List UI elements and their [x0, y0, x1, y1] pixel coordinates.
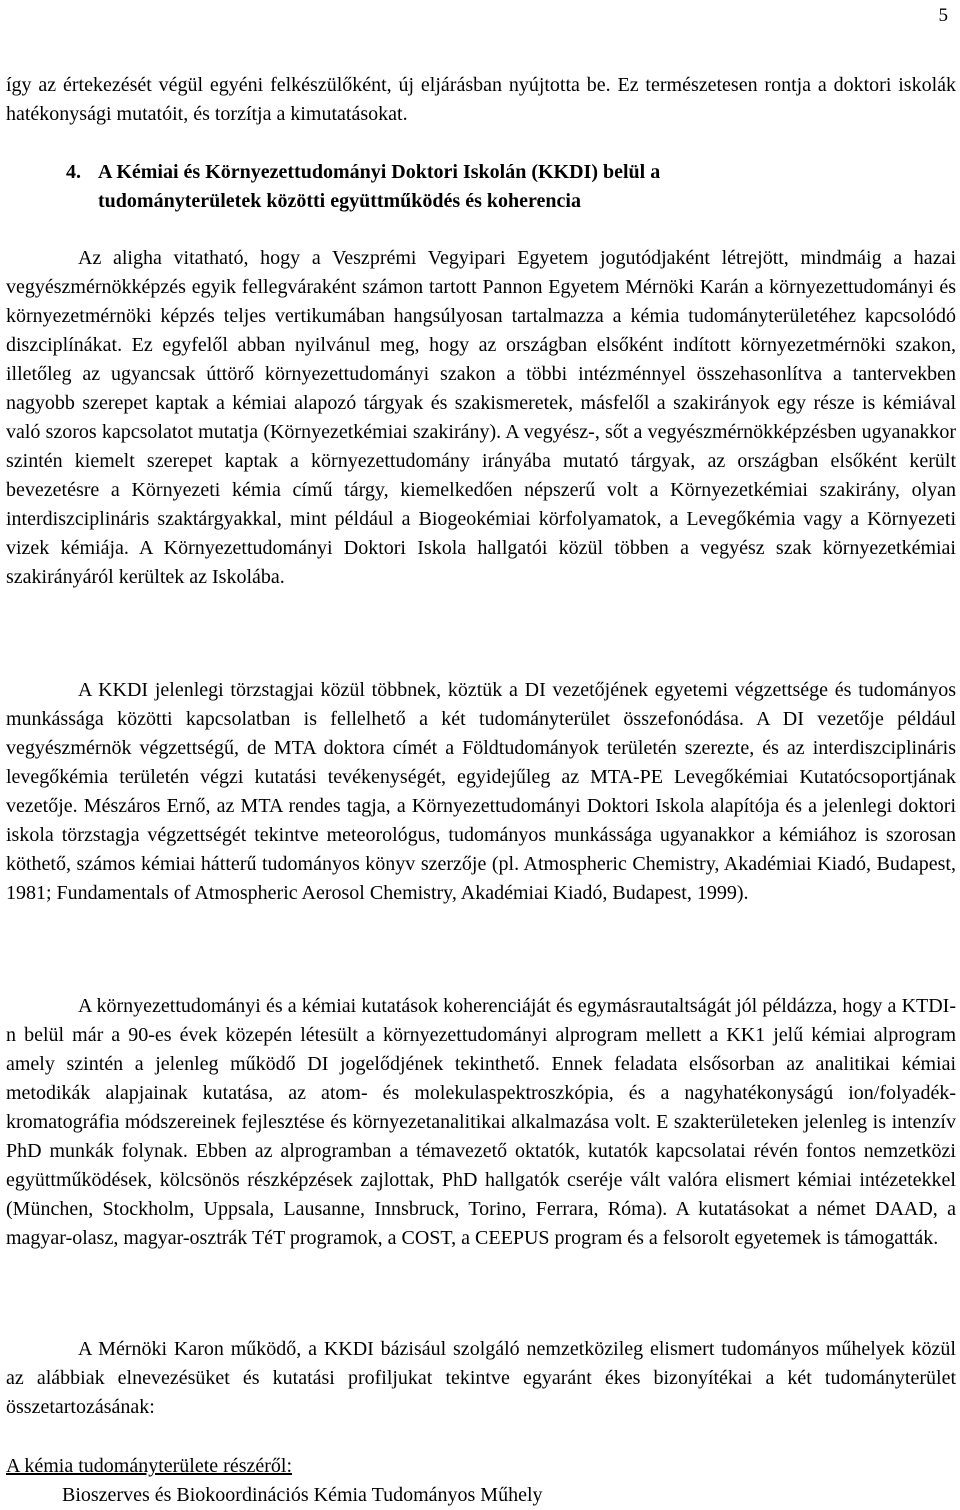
body-paragraph-4: A Mérnöki Karon működő, a KKDI bázisául szolgáló nemzetközileg elismert tudományos műhelyek közül az alábbiak elnevezésüket és kutatási profiljukat tekintve egyaránt ékes bizonyítékai a két tudományterület összetartozásának: — [6, 1338, 956, 1418]
body-paragraph-2: A KKDI jelenlegi törzstagjai közül többnek, köztük a DI vezetőjének egyetemi végzettsége és tudományos munkássága közötti kapcsolatban is fellelhető a két tudományterület összefonódása. A DI vezetője például vegyészmérnök végzettségű, de MTA doktora címét a Földtudományok területén szerezte, és az interdiszciplináris levegőkémia területén végzi kutatási tevékenységét, egyidejűleg az MTA-PE Levegőkémiai Kutatócsoportjának vezetője. Mészáros Ernő, az MTA rendes tagja, a Környezettudományi Doktori Iskola alapítója és a jelenlegi doktori iskola törzstagja végzettségét tekintve meteorológus, tudományos munkássága ugyanakkor a kémiához is szorosan köthető, számos kémiai hátterű tudományos könyv szerzője (pl. Atmospheric Chemistry, Akadémiai Kiadó, Budapest, 1981; Fundamentals of Atmospheric Aerosol Chemistry, Akadémiai Kiadó, Budapest, 1999). — [6, 679, 956, 904]
intro-paragraph: így az értekezését végül egyéni felkészülőként, új eljárásban nyújtotta be. Ez természetesen rontja a doktori iskolák hatékonysági mutatóit, és torzítja a kimutatásokat. — [6, 74, 956, 125]
section-title-line-2: tudományterületek közötti együttműködés és koherencia — [98, 190, 581, 212]
section-number: 4. — [66, 161, 81, 183]
workshop-name: Bioszerves és Biokoordinációs Kémia Tudományos Műhely — [62, 1484, 543, 1506]
section-heading — [66, 158, 916, 216]
sub-heading: A kémia tudományterülete részéről: — [6, 1455, 293, 1477]
body-paragraph-1: Az aligha vitatható, hogy a Veszprémi Vegyipari Egyetem jogutódjaként létrejött, mindmáig a hazai vegyészmérnökképzés egyik fellegváraként számon tartott Pannon Egyetem Mérnöki Karán a környezettudományi és környezetmérnöki képzés teljes vertikumában hangsúlyosan tartalmazza a kémia tudományterületéhez kapcsolódó diszciplínákat. Ez egyfelől abban nyilvánul meg, hogy az országban elsőként indított környezetmérnöki szakon, illetőleg az ugyancsak úttörő környezettudományi szakon a többi intézménnyel összehasonlítva a tantervekben nagyobb szerepet kaptak a kémiai alapozó tárgyak és szakismeretek, másfelől a szakirányok egy része is kémiával való szoros kapcsolatot mutatja (Környezetkémiai szakirány). A vegyész-, sőt a vegyészmérnökképzésben ugyanakkor szintén kiemelt szerepet kaptak a környezettudomány irányába mutató tárgyak, az országban elsőként került bevezetésre a Környezeti kémia című tárgy, kiemelkedően népszerű volt a Környezetkémiai szakirány, olyan interdiszciplináris szaktárgyakkal, mint például a Biogeokémiai körfolyamatok, a Levegőkémia vagy a Környezeti vizek kémiája. A Környezettudományi Doktori Iskola hallgatói közül többen a vegyész szak környezetkémiai szakirányáról kerültek az Iskolába. — [6, 247, 956, 588]
body-paragraph-3: A környezettudományi és a kémiai kutatások koherenciáját és egymásrautaltságát jól példázza, hogy a KTDI-n belül már a 90-es évek közepén létesült a környezettudományi alprogram mellett a KK1 jelű kémiai alprogram amely szintén a jelenleg működő DI jogelődjének tekinthető. Ennek feladata elsősorban az analitikai kémiai metodikák alapjainak kutatása, az atom- és molekulaspektroszkópia, és a nagyhatékonyságú ion/folyadék-kromatográfia módszereinek fejlesztése és környezetanalitikai alkalmazása volt. E szakterületeken jelenleg is intenzív PhD munkák folynak. Ebben az alprogramban a témavezető oktatók, kutatók kapcsolatai révén fontos nemzetközi együttműködések, kölcsönös részképzések zajlottak, PhD hallgatók cseréje vált valóra elismert kémiai intézetekkel (München, Stockholm, Uppsala, Lausanne, Innsbruck, Torino, Ferrara, Róma). A kutatásokat a német DAAD, a magyar-olasz, magyar-osztrák TéT programok, a COST, a CEEPUS program és a felsorolt egyetemek is támogatták. — [6, 995, 956, 1249]
section-title-line-1: A Kémiai és Környezettudományi Doktori Iskolán (KKDI) belül a — [98, 161, 661, 183]
page-number: 5 — [938, 5, 948, 26]
